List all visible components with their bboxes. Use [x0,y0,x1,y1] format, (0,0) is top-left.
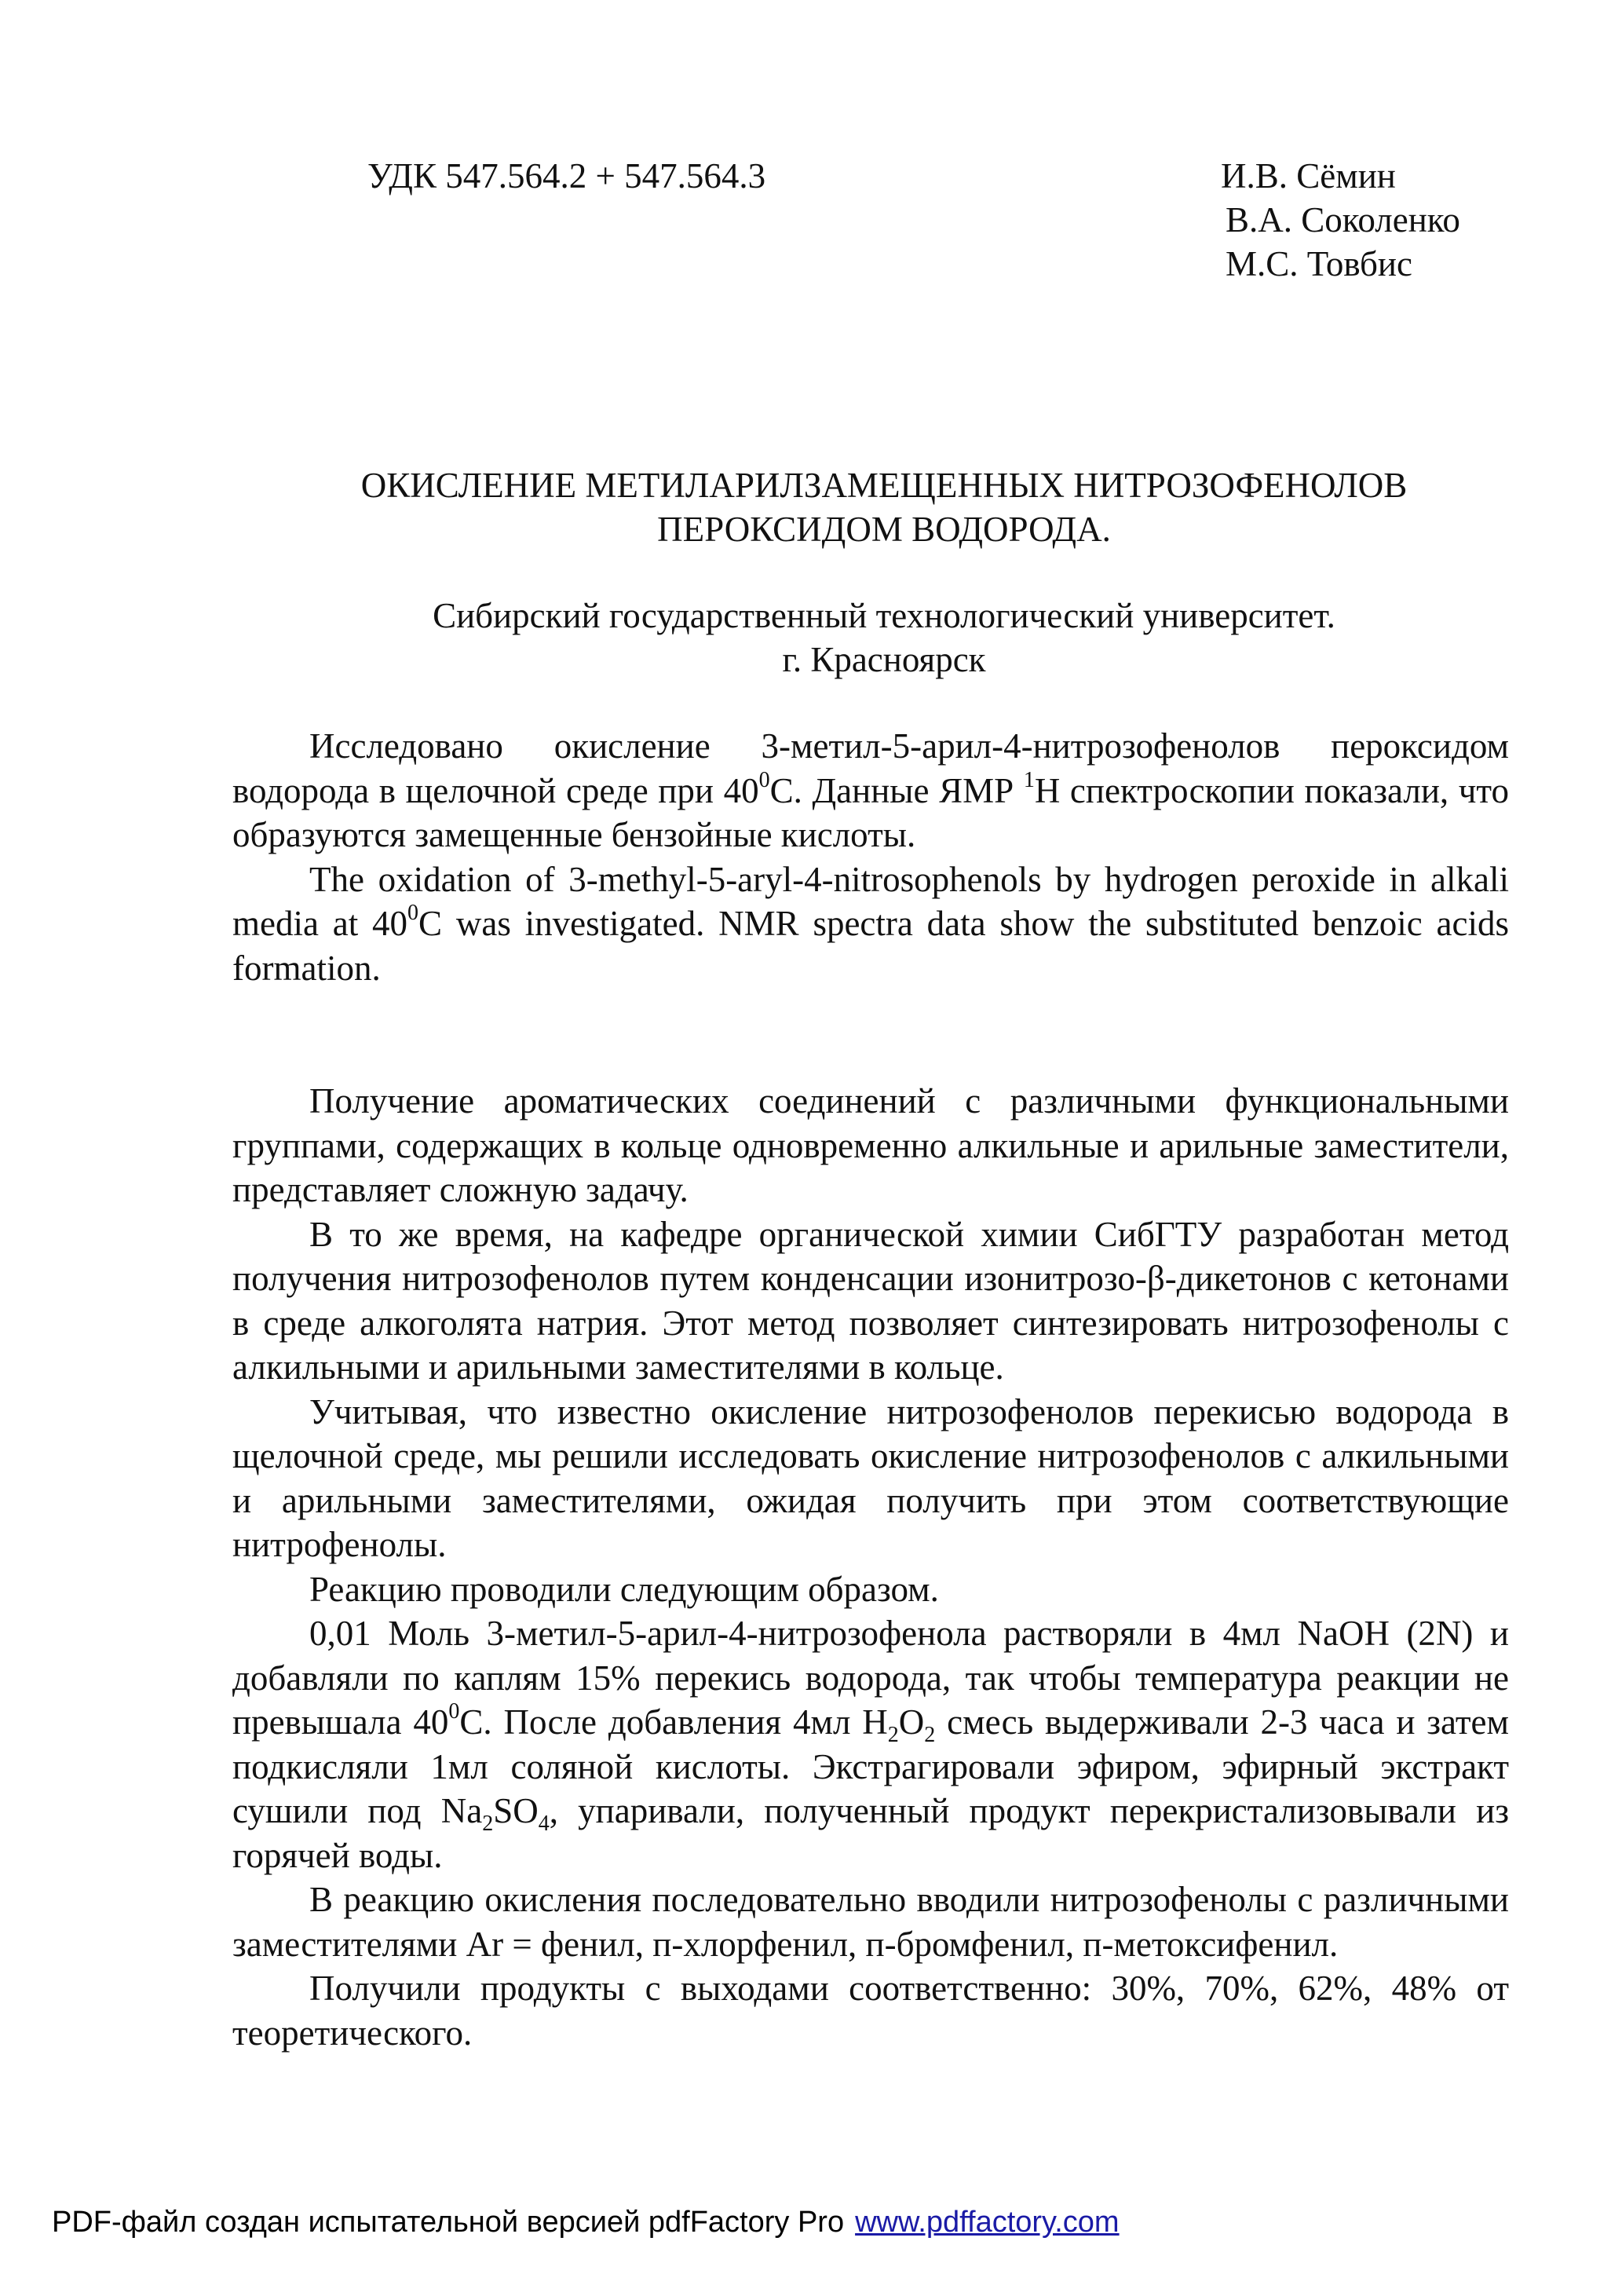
procedure-paragraph: 0,01 Моль 3-метил-5-арил-4-нитрозофенола растворяли в 4мл NaOH (2N) и добавляли по каплям 15% перекись водорода, так чтобы температура реакции не превышала $40^0С$. После добавления 4мл $H_2O_2$ смесь выдерживали 2-3 часа и затем подкисляли 1мл соляной кислоты. Экстрагировали эфиром, эфирный экстракт сушили под $Na_2SO_4$, упаривали, полученный продукт перекристализовывали из горячей воды. [232,1614,1509,1875]
body-paragraph: Получение ароматических соединений с различными функциональными группами, содержащих в кольце одновременно алкильные и арильные заместители, представляет сложную задачу. [232,1081,1509,1209]
body-paragraph: Получили продукты с выходами соответственно: 30%, 70%, 62%, 48% от теоретического. [232,1969,1509,2053]
footer-text: PDF-файл создан испытательной версией pdfFactory Pro [52,2206,845,2239]
pdf-footer [52,2203,1120,2241]
author-name: В.А. Соколенко [1226,200,1460,239]
paper-title [232,463,1536,551]
body-paragraph: В то же время, на кафедре органической химии СибГТУ разработан метод получения нитрозофенолов путем конденсации изонитрозо-β-дикетонов с кетонами в среде алкоголята натрия. Этот метод позволяет синтезировать нитрозофенолы с алкильными и арильными заместителями в кольце. [232,1214,1509,1387]
section-gap [232,990,1509,1079]
affiliation [232,594,1536,682]
affiliation-institution: Сибирский государственный технологический университет. [433,596,1335,635]
abstract-russian: Исследовано окисление 3-метил-5-арил-4-нитрозофенолов пероксидом водорода в щелочной среде при $40^0С$. Данные ЯМР $^1$Н спектроскопии показали, что образуются замещенные бензойные кислоты. [232,726,1509,854]
paper-title-line: ПЕРОКСИДОМ ВОДОРОДА. [657,510,1111,549]
author-list [1221,154,1460,286]
author-name: И.В. Сёмин [1221,156,1396,196]
paper-body [232,724,1509,2055]
author-name: М.С. Товбис [1226,244,1412,283]
body-paragraph: В реакцию окисления последовательно вводили нитрозофенолы с различными заместителями Ar = фенил, п-хлорфенил, п-бромфенил, п-метоксифенил. [232,1880,1509,1964]
abstract-english: The oxidation of 3-methyl-5-aryl-4-nitrosophenols by hydrogen peroxide in alkali media at $40^0C$ was investigated. NMR spectra data show the substituted benzoic acids formation. [232,859,1509,988]
body-paragraph: Реакцию проводили следующим образом. [309,1569,939,1609]
paper-title-line: ОКИСЛЕНИЕ МЕТИЛАРИЛЗАМЕЩЕННЫХ НИТРОЗОФЕНОЛОВ [360,466,1408,505]
udk-code: УДК 547.564.2 + 547.564.3 [367,156,766,196]
footer-link[interactable]: www.pdffactory.com [855,2206,1120,2239]
affiliation-city: г. Красноярск [782,640,986,679]
body-paragraph: Учитывая, что известно окисление нитрозофенолов перекисью водорода в щелочной среде, мы решили исследовать окисление нитрозофенолов с алкильными и арильными заместителями, ожидая получить при этом соответствующие нитрофенолы. [232,1391,1509,1564]
